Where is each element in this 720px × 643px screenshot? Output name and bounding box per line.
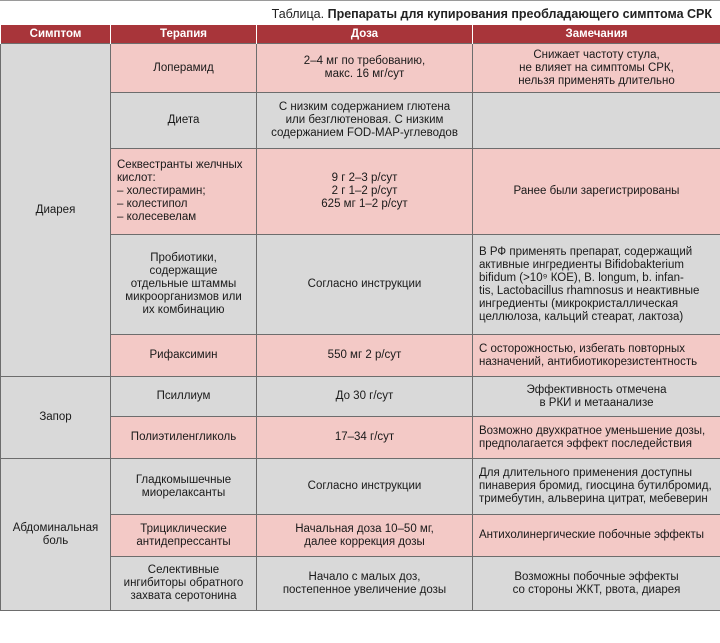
dose-cell: 550 мг 2 р/сут (257, 335, 473, 377)
therapy-cell: Селективные ингибиторы обратного захвата серотонина (111, 557, 257, 611)
notes-cell: Ранее были зарегистрированы (473, 149, 720, 235)
symptom-cell-abdominal-pain: Абдоминальная боль (1, 459, 111, 611)
dose-cell: 2–4 мг по требованию, макс. 16 мг/сут (257, 44, 473, 93)
notes-cell: Возможно двухкратное уменьшение дозы, предполагается эффект последействия (473, 417, 720, 459)
therapy-cell: Секвестранты желчных кислот: – холестирамин; – колестипол – колесевелам (111, 149, 257, 235)
notes-cell: Эффективность отмечена в РКИ и метаанализе (473, 377, 720, 417)
notes-cell: Антихолинергические побочные эффекты (473, 515, 720, 557)
header-dose: Доза (257, 25, 473, 44)
therapy-cell: Пробиотики, содержащие отдельные штаммы микроорганизмов или их комбинацию (111, 235, 257, 335)
therapy-table (0, 25, 720, 611)
dose-cell: 17–34 г/сут (257, 417, 473, 459)
table-caption (0, 0, 720, 25)
therapy-cell: Гладкомышечные миорелаксанты (111, 459, 257, 515)
header-symptom: Симптом (1, 25, 111, 44)
caption-title: Препараты для купирования преобладающего симптома СРК (327, 7, 712, 21)
table-row (1, 459, 720, 515)
therapy-cell: Рифаксимин (111, 335, 257, 377)
notes-cell: Для длительного применения доступны пинаверия бромид, гиосцина бутилбромид, тримебутин, альверина цитрат, мебеверин (473, 459, 720, 515)
therapy-cell: Трициклические антидепрессанты (111, 515, 257, 557)
dose-cell: Начальная доза 10–50 мг, далее коррекция дозы (257, 515, 473, 557)
dose-cell: До 30 г/сут (257, 377, 473, 417)
symptom-cell-constipation: Запор (1, 377, 111, 459)
notes-cell: Снижает частоту стула, не влияет на симптомы СРК, нельзя применять длительно (473, 44, 720, 93)
therapy-cell: Псиллиум (111, 377, 257, 417)
header-therapy: Терапия (111, 25, 257, 44)
dose-cell: 9 г 2–3 р/сут 2 г 1–2 р/сут 625 мг 1–2 р/сут (257, 149, 473, 235)
caption-lead: Таблица. (271, 7, 325, 21)
notes-cell: В РФ применять препарат, содержащий активные ингредиенты Bifidobakterium bifidum (>10⁹ КОЕ), B. longum, b. infan- tis, Lactobacillus rhamnosus и неактивные ингредиенты (микрокристаллическая целлюлоза, кальций стеарат, лактоза) (473, 235, 720, 335)
symptom-cell-diarrhea: Диарея (1, 44, 111, 377)
dose-cell: Начало с малых доз, постепенное увеличение дозы (257, 557, 473, 611)
dose-cell: Согласно инструкции (257, 235, 473, 335)
header-row (1, 25, 720, 44)
notes-cell (473, 93, 720, 149)
notes-cell: Возможны побочные эффекты со стороны ЖКТ, рвота, диарея (473, 557, 720, 611)
header-notes: Замечания (473, 25, 720, 44)
notes-cell: С осторожностью, избегать повторных назначений, антибиотикорезистентность (473, 335, 720, 377)
therapy-cell: Диета (111, 93, 257, 149)
table-row (1, 377, 720, 417)
table-row (1, 44, 720, 93)
dose-cell: Согласно инструкции (257, 459, 473, 515)
therapy-cell: Полиэтиленгликоль (111, 417, 257, 459)
dose-cell: С низким содержанием глютена или безглютеновая. С низким содержанием FOD-MAP-углеводов (257, 93, 473, 149)
therapy-cell: Лоперамид (111, 44, 257, 93)
